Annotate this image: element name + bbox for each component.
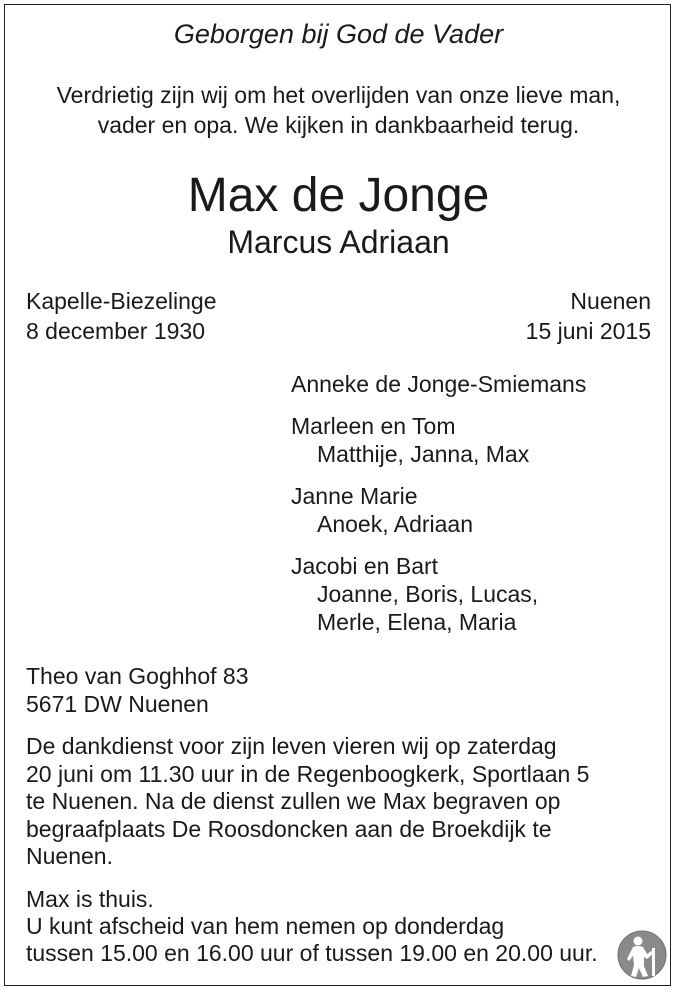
family-list — [291, 370, 586, 650]
grandchildren: Joanne, Boris, Lucas, — [317, 581, 539, 607]
deceased-name: Max de Jonge — [187, 169, 490, 222]
death-date: 15 juni 2015 — [525, 318, 651, 344]
family-group — [291, 552, 586, 636]
intro-line-2: vader en opa. We kijken in dankbaarheid terug. — [97, 112, 580, 138]
service-line: De dankdienst voor zijn leven vieren wij op zaterdag — [26, 733, 557, 759]
deceased-full-name: Marcus Adriaan — [227, 224, 450, 260]
family-member: Marleen en Tom — [291, 413, 456, 439]
service-line: 20 juni om 11.30 uur in de Regenboogkerk, Sportlaan 5 — [26, 760, 590, 787]
intro-line-1: Verdrietig zijn wij om het overlijden van onze lieve man, — [56, 82, 621, 108]
intro-text — [0, 80, 677, 140]
service-line: te Nuenen. Na de dienst zullen we Max begraven op — [26, 788, 561, 814]
grandchildren: Matthije, Janna, Max — [317, 441, 530, 467]
birth-info — [26, 286, 217, 346]
figure-seal-icon — [617, 930, 667, 980]
birth-date: 8 december 1930 — [26, 318, 206, 344]
family-group — [291, 370, 586, 398]
service-line: Nuenen. — [26, 843, 113, 869]
visitation-line: Max is thuis. — [26, 886, 154, 912]
motto: Geborgen bij God de Vader — [173, 19, 504, 49]
visitation-line: U kunt afscheid van hem nemen op donderdag — [26, 913, 505, 939]
family-member: Anneke de Jonge-Smiemans — [291, 371, 587, 397]
family-member: Janne Marie — [291, 483, 418, 509]
family-group — [291, 482, 586, 538]
correspondence-address — [26, 662, 249, 718]
family-group — [291, 412, 586, 468]
service-text — [26, 733, 589, 871]
grandchildren: Anoek, Adriaan — [317, 511, 474, 537]
grandchildren: Merle, Elena, Maria — [317, 609, 517, 635]
family-member: Jacobi en Bart — [291, 553, 439, 579]
address-city: 5671 DW Nuenen — [26, 691, 209, 717]
birth-place: Kapelle-Biezelinge — [26, 288, 217, 314]
visitation-line: tussen 15.00 en 16.00 uur of tussen 19.00 en 20.00 uur. — [26, 940, 598, 966]
visitation-text — [26, 886, 598, 967]
death-info — [526, 286, 651, 346]
death-place: Nuenen — [570, 288, 651, 314]
address-street: Theo van Goghhof 83 — [26, 663, 249, 689]
service-line: begraafplaats De Roosdoncken aan de Broekdijk te — [26, 815, 552, 842]
